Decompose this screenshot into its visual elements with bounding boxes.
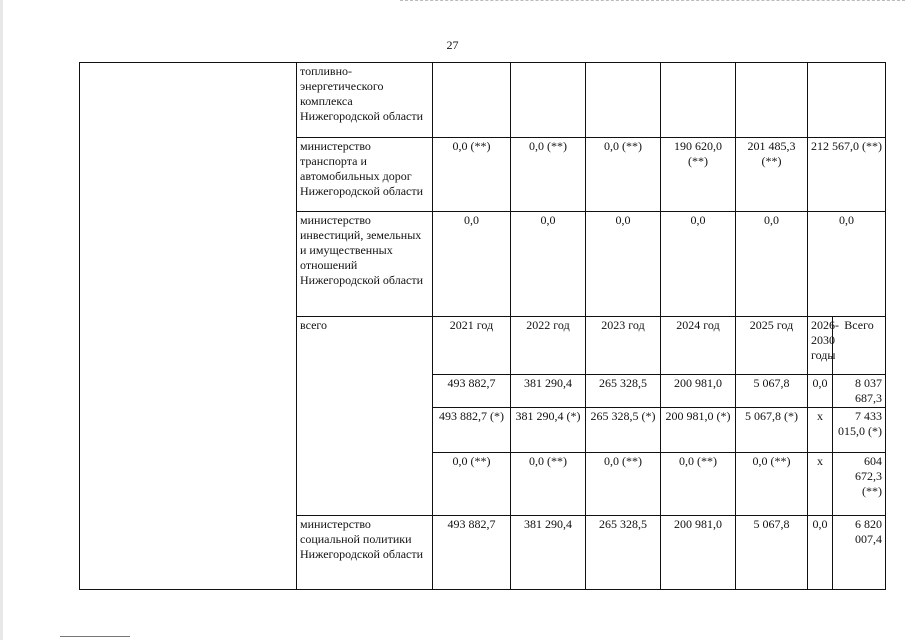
table-row (80, 63, 886, 138)
value-cell: 493 882,7 (*) (433, 408, 511, 453)
value-cell (586, 63, 661, 138)
page-number: 27 (446, 38, 459, 52)
value-cell: 381 290,4 (511, 375, 586, 408)
value-cell: 200 981,0 (661, 516, 736, 590)
value-cell: 0,0 (511, 212, 586, 317)
value-cell: 6 820 007,4 (833, 516, 886, 590)
value-cell: 0,0 (**) (661, 453, 736, 516)
row-label: всего (297, 317, 433, 516)
blank-first-column (80, 63, 297, 590)
value-cell: 8 037 687,3 (833, 375, 886, 408)
value-cell (661, 63, 736, 138)
value-cell: 265 328,5 (*) (586, 408, 661, 453)
year-header: 2022 год (511, 317, 586, 375)
value-cell: 493 882,7 (433, 516, 511, 590)
value-cell: 5 067,8 (736, 516, 808, 590)
year-header: 2026-2030 годы (808, 317, 833, 375)
value-cell: х (808, 408, 833, 453)
value-cell: 0,0 (808, 212, 886, 317)
value-cell: 0,0 (**) (586, 453, 661, 516)
footer-line (60, 636, 130, 637)
value-cell: 265 328,5 (586, 375, 661, 408)
year-header: 2023 год (586, 317, 661, 375)
value-cell: 381 290,4 (*) (511, 408, 586, 453)
value-cell: 5 067,8 (*) (736, 408, 808, 453)
value-cell: 381 290,4 (511, 516, 586, 590)
value-cell: 0,0 (**) (433, 453, 511, 516)
total-header: Всего (833, 317, 886, 375)
row-label: министерство социальной политики Нижегородской области (297, 516, 433, 590)
scan-edge (0, 0, 3, 640)
year-header: 2025 год (736, 317, 808, 375)
value-cell: 5 067,8 (736, 375, 808, 408)
value-cell: 0,0 (**) (736, 453, 808, 516)
value-cell: 0,0 (808, 375, 833, 408)
year-header: 2021 год (433, 317, 511, 375)
value-cell: 212 567,0 (**) (808, 138, 886, 212)
value-cell: 0,0 (**) (433, 138, 511, 212)
value-cell: 200 981,0 (*) (661, 408, 736, 453)
value-cell: 0,0 (661, 212, 736, 317)
budget-table (79, 62, 886, 590)
year-header: 2024 год (661, 317, 736, 375)
value-cell: 0,0 (**) (586, 138, 661, 212)
value-cell: 190 620,0 (**) (661, 138, 736, 212)
row-label: министерство транспорта и автомобильных дорог Нижегородской области (297, 138, 433, 212)
value-cell (511, 63, 586, 138)
value-cell: 493 882,7 (433, 375, 511, 408)
value-cell (433, 63, 511, 138)
value-cell: 0,0 (**) (511, 138, 586, 212)
row-label: министерство инвестиций, земельных и имущественных отношений Нижегородской области (297, 212, 433, 317)
value-cell: 604 672,3 (**) (833, 453, 886, 516)
value-cell: 7 433 015,0 (*) (833, 408, 886, 453)
value-cell: 265 328,5 (586, 516, 661, 590)
value-cell: 201 485,3 (**) (736, 138, 808, 212)
value-cell (736, 63, 808, 138)
value-cell: 200 981,0 (661, 375, 736, 408)
value-cell: х (808, 453, 833, 516)
row-label: топливно-энергетического комплекса Нижегородской области (297, 63, 433, 138)
value-cell: 0,0 (808, 516, 833, 590)
value-cell: 0,0 (736, 212, 808, 317)
scan-artifact-line (400, 0, 905, 2)
value-cell: 0,0 (586, 212, 661, 317)
value-cell: 0,0 (**) (511, 453, 586, 516)
value-cell (808, 63, 886, 138)
value-cell: 0,0 (433, 212, 511, 317)
